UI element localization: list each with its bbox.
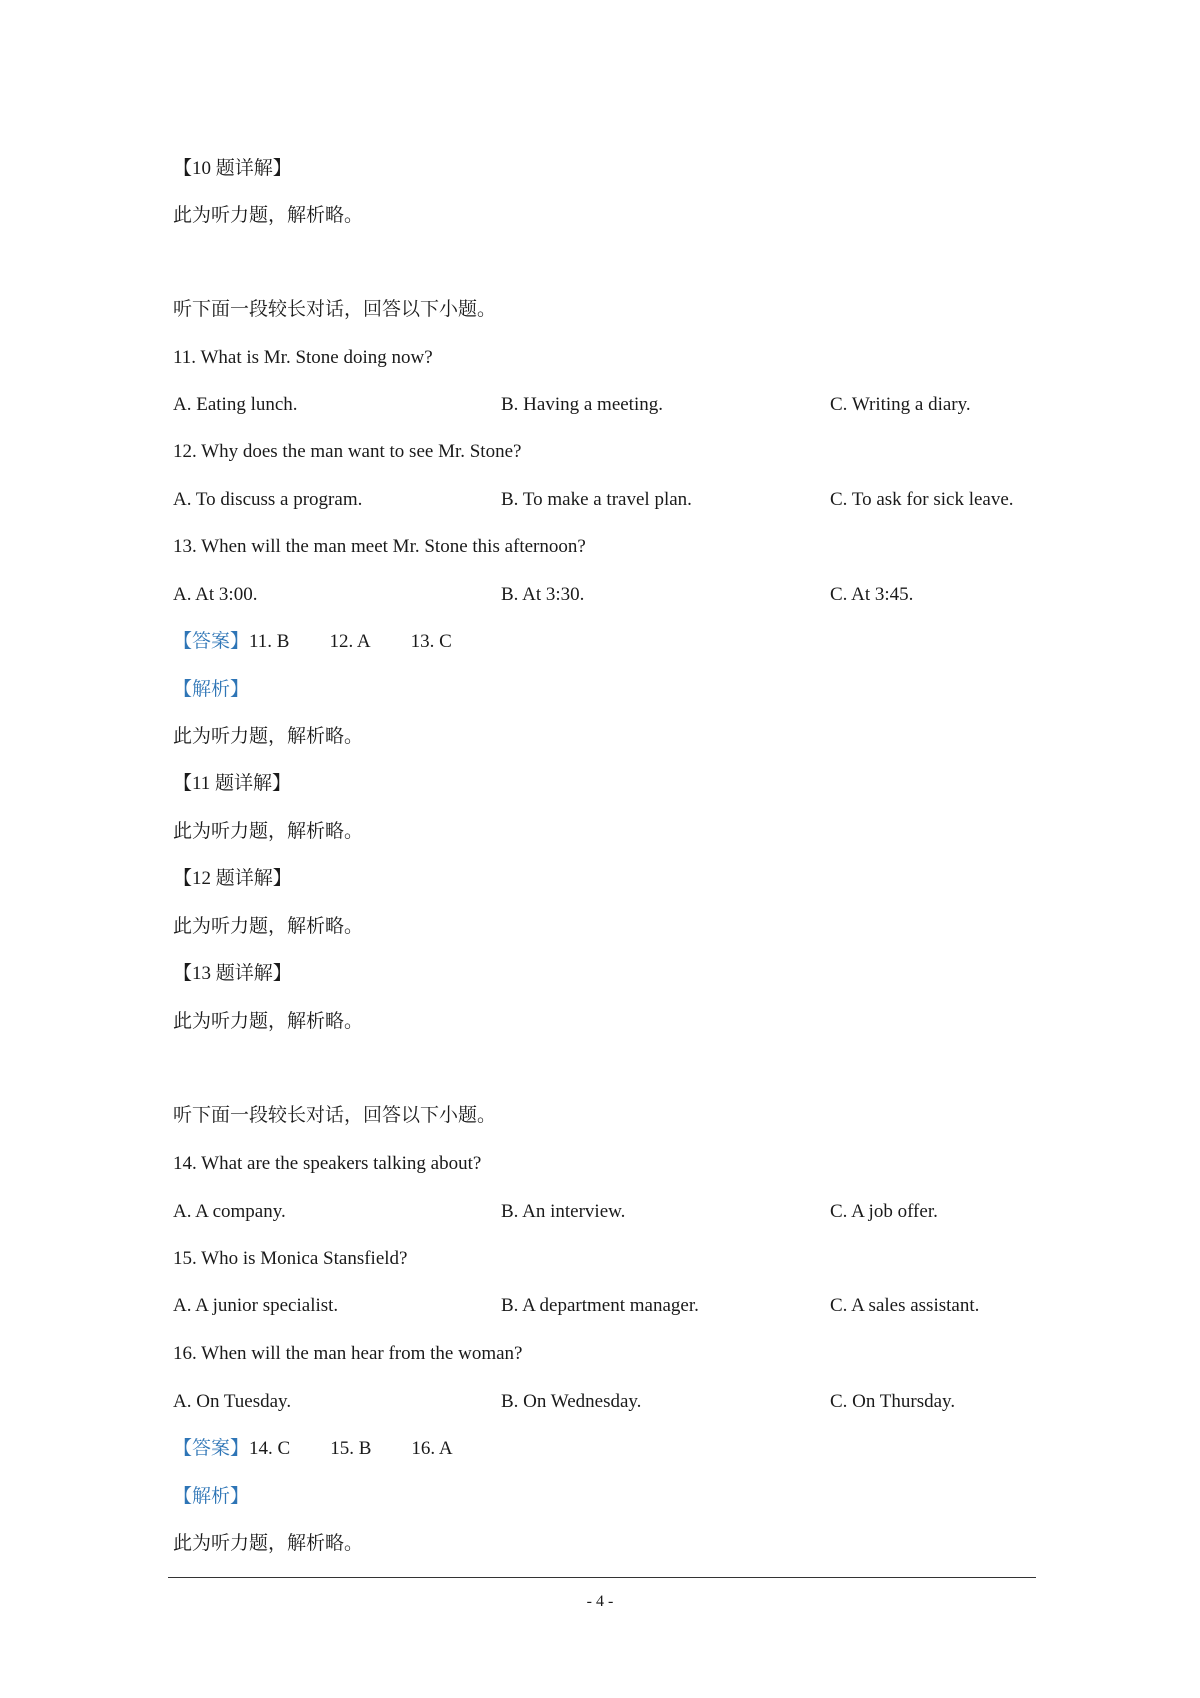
question-14-option-a: A. A company. xyxy=(173,1201,286,1222)
answer-label: 【答案】 xyxy=(173,1438,250,1459)
question-16-option-a: A. On Tuesday. xyxy=(173,1391,292,1412)
question-13-option-c: C. At 3:45. xyxy=(830,584,914,605)
answer-item: 11. B xyxy=(249,631,290,652)
question-16-option-b: B. On Wednesday. xyxy=(501,1391,642,1412)
analysis-text: 此为听力题，解析略。 xyxy=(173,1533,364,1554)
question-12-stem: 12. Why does the man want to see Mr. Stone? xyxy=(173,441,522,462)
question-15-stem: 15. Who is Monica Stansfield? xyxy=(173,1248,408,1269)
detail-text-11: 此为听力题，解析略。 xyxy=(173,821,364,842)
question-16-option-c: C. On Thursday. xyxy=(830,1391,956,1412)
analysis-text: 此为听力题，解析略。 xyxy=(173,726,364,747)
question-15-option-a: A. A junior specialist. xyxy=(173,1295,339,1316)
answer-item: 14. C xyxy=(249,1438,291,1459)
answer-item: 13. C xyxy=(410,631,452,652)
detail-heading-13: 【13 题详解】 xyxy=(173,963,292,984)
question-15-option-b: B. A department manager. xyxy=(501,1295,699,1316)
question-13-stem: 13. When will the man meet Mr. Stone this afternoon? xyxy=(173,536,586,557)
question-11-option-b: B. Having a meeting. xyxy=(501,394,663,415)
question-15-option-c: C. A sales assistant. xyxy=(830,1295,980,1316)
page-number: - 4 - xyxy=(586,1593,614,1610)
detail-heading-10: 【10 题详解】 xyxy=(173,158,292,179)
question-16-stem: 16. When will the man hear from the woman? xyxy=(173,1343,523,1364)
detail-text-13: 此为听力题，解析略。 xyxy=(173,1011,364,1032)
question-11-stem: 11. What is Mr. Stone doing now? xyxy=(173,347,433,368)
question-13-option-b: B. At 3:30. xyxy=(501,584,585,605)
question-13-option-a: A. At 3:00. xyxy=(173,584,258,605)
question-12-option-b: B. To make a travel plan. xyxy=(501,489,692,510)
question-11-option-a: A. Eating lunch. xyxy=(173,394,298,415)
group1-instruction: 听下面一段较长对话，回答以下小题。 xyxy=(173,299,497,320)
question-14-option-c: C. A job offer. xyxy=(830,1201,938,1222)
analysis-label: 【解析】 xyxy=(173,1486,250,1507)
group2-instruction: 听下面一段较长对话，回答以下小题。 xyxy=(173,1105,497,1126)
group1-answer-line xyxy=(173,630,452,654)
question-11-option-c: C. Writing a diary. xyxy=(830,394,971,415)
footer-divider xyxy=(168,1577,1036,1578)
detail-heading-11: 【11 题详解】 xyxy=(173,773,292,794)
question-14-stem: 14. What are the speakers talking about? xyxy=(173,1153,482,1174)
detail-text-12: 此为听力题，解析略。 xyxy=(173,916,364,937)
answer-item: 15. B xyxy=(330,1438,372,1459)
answer-item: 12. A xyxy=(329,631,371,652)
analysis-label: 【解析】 xyxy=(173,679,250,700)
question-12-option-a: A. To discuss a program. xyxy=(173,489,363,510)
detail-heading-12: 【12 题详解】 xyxy=(173,868,292,889)
answer-label: 【答案】 xyxy=(173,631,250,652)
answer-item: 16. A xyxy=(411,1438,453,1459)
question-14-option-b: B. An interview. xyxy=(501,1201,626,1222)
group2-answer-line xyxy=(173,1437,453,1461)
detail-text-10: 此为听力题，解析略。 xyxy=(173,205,364,226)
question-12-option-c: C. To ask for sick leave. xyxy=(830,489,1014,510)
